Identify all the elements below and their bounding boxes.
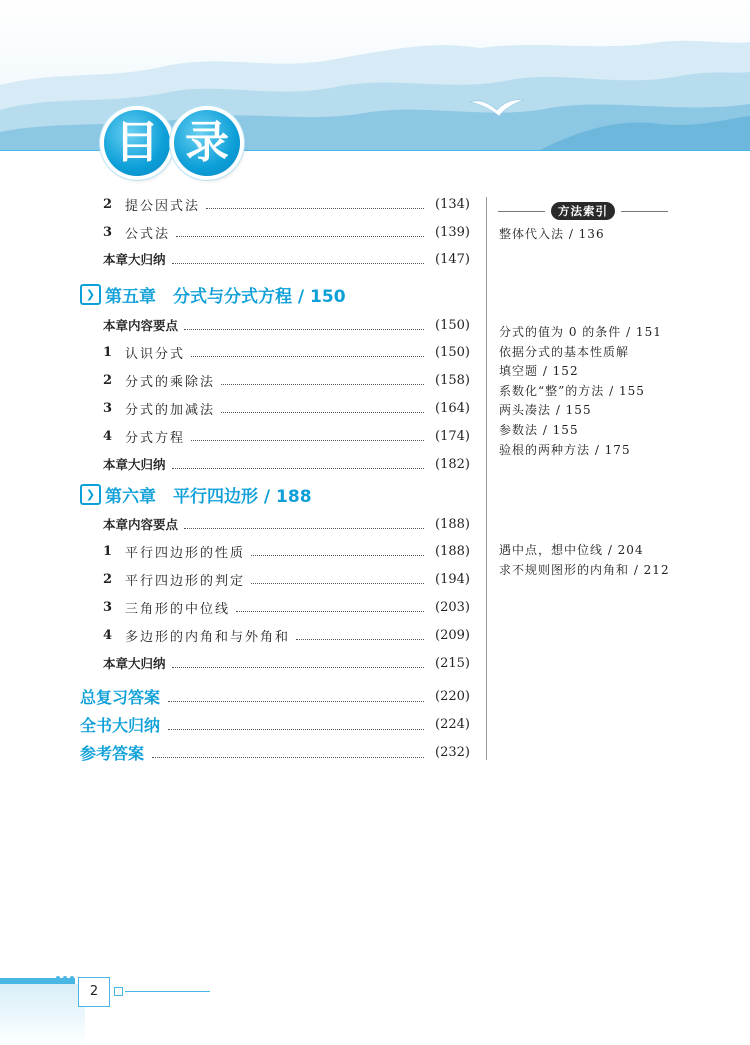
title-char-2: 录 bbox=[174, 110, 240, 176]
toc-row-points[interactable] bbox=[103, 315, 470, 335]
method-index-group-3 bbox=[499, 541, 670, 580]
leader-dots bbox=[184, 519, 424, 529]
chapter-5-heading[interactable] bbox=[80, 281, 346, 307]
item-number: 1 bbox=[103, 344, 113, 360]
chapter-6-heading[interactable] bbox=[80, 481, 312, 507]
item-number: 3 bbox=[103, 400, 113, 416]
method-index-title: 方法索引 bbox=[551, 202, 615, 220]
item-number: 2 bbox=[103, 571, 113, 587]
toc-row-reference-answers[interactable] bbox=[80, 740, 470, 764]
leader-dots bbox=[176, 227, 424, 237]
item-page: (158) bbox=[435, 372, 470, 388]
toc-row-points[interactable] bbox=[103, 514, 470, 534]
leader-dots bbox=[251, 546, 424, 556]
chapter-title: 第五章 分式与分式方程 / 150 bbox=[105, 286, 346, 307]
item-number: 4 bbox=[103, 627, 113, 643]
method-index-item[interactable]: 求不规则图形的内角和 / 212 bbox=[499, 562, 670, 577]
item-label: 本章内容要点 bbox=[103, 318, 179, 333]
item-label: 本章大归纳 bbox=[103, 656, 166, 671]
toc-row-summary[interactable] bbox=[103, 249, 470, 269]
leader-dots bbox=[191, 347, 424, 357]
footer-square bbox=[114, 987, 123, 996]
page-number: 2 bbox=[78, 977, 110, 1007]
leader-dots bbox=[172, 658, 424, 668]
toc-row-review-answers[interactable] bbox=[80, 684, 470, 708]
item-label: 本章大归纳 bbox=[103, 252, 166, 267]
item-page: (224) bbox=[435, 716, 470, 732]
item-page: (220) bbox=[435, 688, 470, 704]
footer-dots bbox=[56, 976, 74, 980]
leader-dots bbox=[172, 459, 424, 469]
toc-row[interactable] bbox=[103, 194, 470, 214]
divider bbox=[621, 211, 668, 212]
item-number: 3 bbox=[103, 224, 113, 240]
leader-dots bbox=[172, 254, 424, 264]
item-number: 4 bbox=[103, 428, 113, 444]
item-label: 三角形的中位线 bbox=[125, 601, 231, 617]
toc-row[interactable] bbox=[103, 398, 470, 418]
page-title bbox=[104, 110, 240, 186]
item-page: (209) bbox=[435, 627, 470, 643]
leader-dots bbox=[206, 199, 424, 209]
item-page: (215) bbox=[435, 655, 470, 671]
method-index-item[interactable]: 依据分式的基本性质解 bbox=[499, 344, 630, 359]
item-page: (194) bbox=[435, 571, 470, 587]
toc-row[interactable] bbox=[103, 426, 470, 446]
item-label: 本章大归纳 bbox=[103, 457, 166, 472]
item-label: 分式的加减法 bbox=[125, 402, 216, 418]
item-page: (150) bbox=[435, 344, 470, 360]
toc-row[interactable] bbox=[103, 222, 470, 242]
toc-row-summary[interactable] bbox=[103, 454, 470, 474]
chapter-title: 第六章 平行四边形 / 188 bbox=[105, 486, 312, 507]
item-label: 分式方程 bbox=[125, 430, 186, 446]
item-label: 提公因式法 bbox=[125, 198, 201, 214]
leader-dots bbox=[221, 375, 424, 385]
toc-row[interactable] bbox=[103, 541, 470, 561]
item-page: (147) bbox=[435, 251, 470, 267]
toc-row-summary[interactable] bbox=[103, 653, 470, 673]
leader-dots bbox=[296, 630, 424, 640]
method-index-item[interactable]: 两头凑法 / 155 bbox=[499, 403, 592, 418]
item-page: (182) bbox=[435, 456, 470, 472]
item-page: (174) bbox=[435, 428, 470, 444]
item-label: 平行四边形的性质 bbox=[125, 545, 246, 561]
item-page: (134) bbox=[435, 196, 470, 212]
item-page: (232) bbox=[435, 744, 470, 760]
item-number: 2 bbox=[103, 372, 113, 388]
title-char-1: 目 bbox=[104, 110, 170, 176]
item-label: 平行四边形的判定 bbox=[125, 573, 246, 589]
toc-row-book-summary[interactable] bbox=[80, 712, 470, 736]
chevron-right-icon: ❯ bbox=[80, 284, 101, 305]
method-index-group-1 bbox=[499, 225, 605, 245]
toc-row[interactable] bbox=[103, 342, 470, 362]
leader-dots bbox=[221, 403, 424, 413]
item-page: (139) bbox=[435, 224, 470, 240]
toc-row[interactable] bbox=[103, 597, 470, 617]
leader-dots bbox=[168, 691, 424, 702]
item-page: (188) bbox=[435, 516, 470, 532]
item-label: 本章内容要点 bbox=[103, 517, 179, 532]
leader-dots bbox=[168, 719, 424, 730]
leader-dots bbox=[152, 747, 424, 758]
footer-decoration bbox=[0, 984, 85, 1045]
divider bbox=[498, 211, 545, 212]
leader-dots bbox=[191, 431, 424, 441]
item-label: 认识分式 bbox=[125, 346, 186, 362]
method-index-item[interactable]: 整体代入法 / 136 bbox=[499, 227, 605, 241]
item-page: (150) bbox=[435, 317, 470, 333]
item-number: 2 bbox=[103, 196, 113, 212]
leader-dots bbox=[251, 574, 424, 584]
method-index-item[interactable]: 遇中点，想中位线 / 204 bbox=[499, 543, 644, 557]
method-index-header bbox=[498, 203, 668, 219]
method-index-item[interactable]: 验根的两种方法 / 175 bbox=[499, 442, 631, 457]
item-number: 1 bbox=[103, 543, 113, 559]
method-index-item[interactable]: 分式的值为 0 的条件 / 151 bbox=[499, 325, 662, 339]
toc-row[interactable] bbox=[103, 569, 470, 589]
item-label: 多边形的内角和与外角和 bbox=[125, 629, 291, 645]
method-index-group-2 bbox=[499, 323, 662, 460]
item-page: (188) bbox=[435, 543, 470, 559]
toc-row[interactable] bbox=[103, 370, 470, 390]
item-page: (203) bbox=[435, 599, 470, 615]
footer-line bbox=[125, 991, 210, 992]
item-label: 分式的乘除法 bbox=[125, 374, 216, 390]
item-label: 公式法 bbox=[125, 226, 171, 242]
item-label: 全书大归纳 bbox=[80, 715, 161, 735]
item-label: 总复习答案 bbox=[80, 687, 161, 707]
item-number: 3 bbox=[103, 599, 113, 615]
chevron-right-icon: ❯ bbox=[80, 484, 101, 505]
toc-row[interactable] bbox=[103, 625, 470, 645]
method-index-item[interactable]: 系数化“整”的方法 / 155 bbox=[499, 383, 645, 398]
item-label: 参考答案 bbox=[80, 743, 145, 763]
leader-dots bbox=[236, 602, 424, 612]
method-index-item[interactable]: 填空题 / 152 bbox=[499, 364, 579, 379]
method-index-item[interactable]: 参数法 / 155 bbox=[499, 422, 579, 437]
column-divider bbox=[486, 197, 487, 760]
item-page: (164) bbox=[435, 400, 470, 416]
leader-dots bbox=[184, 320, 424, 330]
